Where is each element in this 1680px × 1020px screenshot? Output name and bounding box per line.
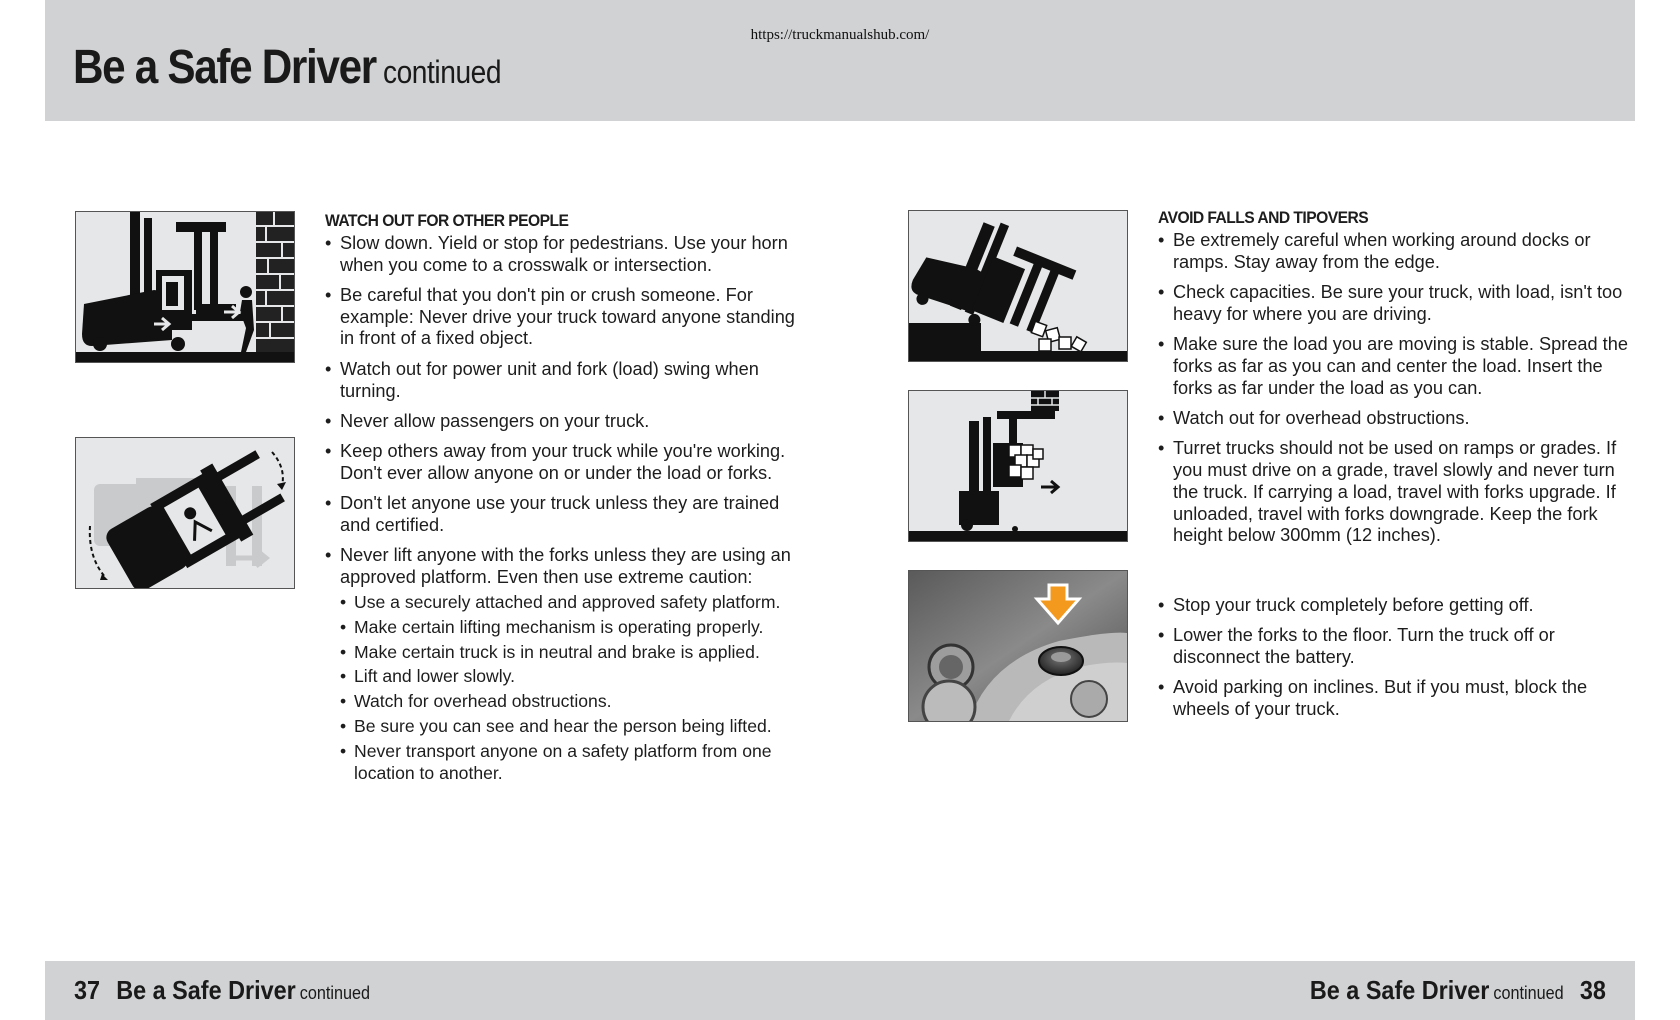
tipover-safety-section [1158, 207, 1628, 556]
source-url[interactable]: https://truckmanualshub.com/ [750, 27, 930, 43]
list-item: • Watch out for overhead obstructions. [1158, 408, 1628, 430]
footer-suffix-right: continued [1493, 983, 1564, 1003]
dock-edge-illustration [908, 210, 1128, 362]
sub-list-item: • Lift and lower slowly. [340, 666, 805, 688]
list-item: • Don't let anyone use your truck unless they are trained and certified. [325, 493, 805, 537]
key-switch-icon [909, 571, 1127, 721]
list-item: • Keep others away from your truck while you're working. Don't ever allow anyone on or under the load or forks. [325, 441, 805, 485]
people-safety-list [325, 233, 805, 785]
forklift-turning-icon [76, 438, 294, 588]
list-item: • Be extremely careful when working around docks or ramps. Stay away from the edge. [1158, 230, 1628, 274]
list-item: • Turret trucks should not be used on ramps or grades. If you must drive on a grade, travel slowly and never turn the truck. If carrying a load, travel with forks upgrade. If unloaded, travel with forks downgrade. Keep the fork height below 300mm (12 inches). [1158, 438, 1628, 547]
people-safety-section [325, 210, 805, 793]
page-title [73, 40, 501, 95]
footer-left [74, 975, 370, 1006]
list-item: • Lower the forks to the floor. Turn the truck off or disconnect the battery. [1158, 625, 1628, 669]
pinned-pedestrian-illustration [75, 211, 295, 363]
page-title-main: Be a Safe Driver [73, 41, 376, 94]
list-item: • Stop your truck completely before getting off. [1158, 595, 1628, 617]
key-switch-photo [908, 570, 1128, 722]
section-heading: WATCH OUT FOR OTHER PEOPLE [325, 211, 569, 230]
list-item: • Check capacities. Be sure your truck, with load, isn't too heavy for where you are driving. [1158, 282, 1628, 326]
list-item: • Never allow passengers on your truck. [325, 411, 805, 433]
page-number-left: 37 [74, 975, 101, 1005]
footer-title-left: Be a Safe Driver [116, 975, 296, 1005]
section-heading: AVOID FALLS AND TIPOVERS [1158, 208, 1369, 227]
sub-list-item: • Use a securely attached and approved safety platform. [340, 592, 805, 614]
parking-safety-list [1158, 595, 1628, 721]
footer-title-right: Be a Safe Driver [1309, 975, 1490, 1005]
parking-safety-section [1158, 595, 1628, 729]
list-item: • Make sure the load you are moving is stable. Spread the forks as far as you can and center the load. Insert the forks as far under the load as you can. [1158, 334, 1628, 399]
page-number-right: 38 [1579, 975, 1606, 1005]
forklift-tipover-icon [909, 211, 1127, 361]
list-item-text: Never lift anyone with the forks unless they are using an approved platform. Even then use extreme caution: [340, 545, 791, 588]
sub-list-item: • Make certain truck is in neutral and brake is applied. [340, 642, 805, 664]
page-title-suffix: continued [382, 54, 502, 90]
footer-suffix-left: continued [299, 983, 371, 1003]
sub-list-item: • Make certain lifting mechanism is operating properly. [340, 617, 805, 639]
list-item: • Slow down. Yield or stop for pedestrians. Use your horn when you come to a crosswalk or intersection. [325, 233, 805, 277]
forklift-overhead-icon [909, 391, 1127, 541]
list-item: • Avoid parking on inclines. But if you must, block the wheels of your truck. [1158, 677, 1628, 721]
fork-swing-illustration [75, 437, 295, 589]
overhead-obstruction-illustration [908, 390, 1128, 542]
forklift-wall-icon [76, 212, 294, 362]
sub-list-item: • Be sure you can see and hear the person being lifted. [340, 716, 805, 738]
sub-list-item: • Watch for overhead obstructions. [340, 691, 805, 713]
platform-sublist [340, 592, 805, 784]
list-item: • Be careful that you don't pin or crush someone. For example: Never drive your truck toward anyone standing in front of a fixed object. [325, 285, 805, 350]
sub-list-item: • Never transport anyone on a safety platform from one location to another. [340, 741, 805, 785]
footer-right [1310, 975, 1606, 1006]
list-item: • Watch out for power unit and fork (load) swing when turning. [325, 359, 805, 403]
footer-band [45, 961, 1635, 1020]
list-item [325, 545, 805, 784]
tipover-safety-list [1158, 230, 1628, 547]
